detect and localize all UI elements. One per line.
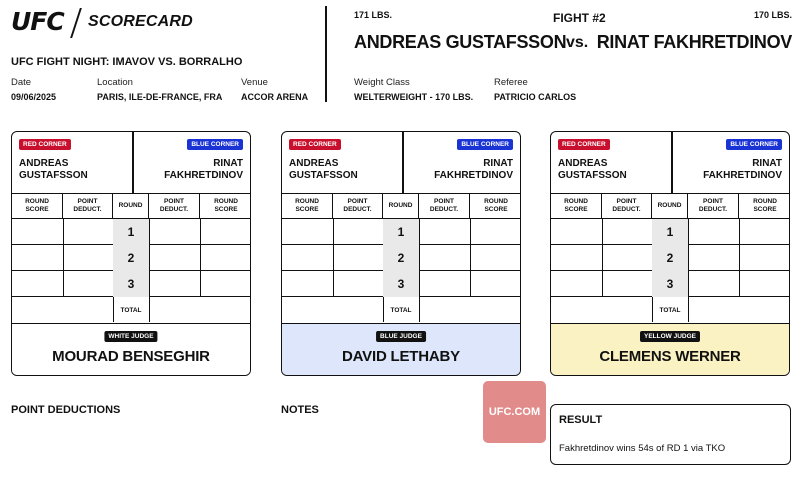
- header-line-1: ROUND: [657, 202, 682, 209]
- judge-color-badge: WHITE JUDGE: [104, 331, 157, 342]
- round-score-header: [739, 194, 790, 218]
- card-fighters: [282, 132, 520, 194]
- red-corner-badge: RED CORNER: [19, 139, 71, 150]
- venue-label: Venue: [241, 77, 268, 88]
- grid-column-line: [200, 218, 201, 296]
- header-line-2: DEDUCT.: [73, 206, 102, 213]
- red-first-name: ANDREAS: [558, 158, 608, 169]
- result-box: [550, 404, 791, 465]
- referee-label: Referee: [494, 77, 528, 88]
- result-title: RESULT: [559, 414, 603, 426]
- blue-corner-badge: BLUE CORNER: [726, 139, 782, 150]
- judge-name: MOURAD BENSEGHIR: [52, 348, 210, 365]
- grid-column-line: [419, 218, 420, 322]
- round-number: 2: [113, 245, 149, 271]
- header-line-2: DEDUCT.: [343, 206, 372, 213]
- grid-column-line: [149, 218, 150, 322]
- header-line-2: DEDUCT.: [159, 206, 189, 213]
- round-number: 1: [383, 219, 419, 245]
- blue-last-name: FAKHRETDINOV: [434, 170, 513, 181]
- red-fighter: [289, 158, 358, 182]
- scorecard-title: SCORECARD: [88, 13, 193, 30]
- header-line-1: ROUND: [388, 202, 413, 209]
- round-number: 1: [652, 219, 688, 245]
- score-grid: [282, 194, 520, 322]
- date-block: [11, 77, 56, 102]
- judge-color-badge: YELLOW JUDGE: [640, 331, 700, 342]
- location-label: Location: [97, 77, 133, 88]
- venue-block: [241, 77, 308, 102]
- point-deduct-header: [63, 194, 113, 218]
- judge-color-badge: BLUE JUDGE: [376, 331, 426, 342]
- blue-corner-badge: BLUE CORNER: [457, 139, 513, 150]
- judge-card: [550, 131, 790, 376]
- header-line-1: POINT: [347, 198, 368, 205]
- score-grid: [12, 194, 250, 322]
- header-line-1: POINT: [77, 198, 98, 205]
- round-number: 2: [383, 245, 419, 271]
- blue-last-name: FAKHRETDINOV: [703, 170, 782, 181]
- blue-corner-badge: BLUE CORNER: [187, 139, 243, 150]
- point-deduct-header: [688, 194, 739, 218]
- judge-name: DAVID LETHABY: [342, 348, 460, 365]
- header-line-2: SCORE: [753, 206, 777, 213]
- round-score-header: [282, 194, 333, 218]
- blue-fighter: [434, 158, 513, 182]
- fight-number: FIGHT #2: [553, 11, 606, 25]
- weight-class-block: [354, 77, 473, 102]
- header-divider: [325, 6, 327, 102]
- blue-first-name: RINAT: [213, 158, 243, 169]
- red-fighter-name: ANDREAS GUSTAFSSON: [354, 32, 567, 52]
- blue-fighter: [164, 158, 243, 182]
- card-divider: [402, 132, 404, 194]
- round-number: 3: [383, 271, 419, 297]
- header-line-2: SCORE: [295, 206, 319, 213]
- red-fighter: [558, 158, 627, 182]
- judge-name: CLEMENS WERNER: [599, 348, 741, 365]
- total-label: TOTAL: [390, 306, 412, 314]
- event-name: UFC FIGHT NIGHT: IMAVOV VS. BORRALHO: [11, 56, 243, 68]
- header-line-1: POINT: [164, 198, 184, 205]
- grid-column-line: [739, 218, 740, 296]
- notes-heading: NOTES: [281, 404, 319, 416]
- header-line-2: SCORE: [484, 206, 508, 213]
- judge-area: [12, 323, 250, 376]
- blue-fighter: [703, 158, 782, 182]
- round-score-header: [200, 194, 251, 218]
- header-line-1: ROUND: [214, 198, 238, 205]
- red-corner-badge: RED CORNER: [558, 139, 610, 150]
- judge-area: [551, 323, 789, 376]
- round-number: 3: [113, 271, 149, 297]
- red-first-name: ANDREAS: [289, 158, 339, 169]
- date-value: 09/06/2025: [11, 92, 57, 102]
- header-line-2: DEDUCT.: [698, 206, 728, 213]
- header-line-1: ROUND: [564, 198, 588, 205]
- grid-column-line: [470, 218, 471, 296]
- logo-divider: [70, 8, 81, 38]
- red-last-name: GUSTAFSSON: [558, 170, 627, 181]
- round-header: [652, 194, 688, 218]
- header-line-2: DEDUCT.: [612, 206, 641, 213]
- blue-first-name: RINAT: [483, 158, 513, 169]
- judge-area: [282, 323, 520, 376]
- judge-card: [281, 131, 521, 376]
- referee-value: PATRICIO CARLOS: [494, 92, 577, 102]
- header-line-2: DEDUCT.: [429, 206, 459, 213]
- card-divider: [671, 132, 673, 194]
- score-grid: [551, 194, 789, 322]
- referee-block: [494, 77, 576, 102]
- blue-fighter-name: RINAT FAKHRETDINOV: [596, 32, 792, 52]
- round-number: 3: [652, 271, 688, 297]
- grid-column-line: [333, 218, 334, 296]
- header-line-1: ROUND: [118, 202, 143, 209]
- header-line-1: ROUND: [25, 198, 49, 205]
- location-value: PARIS, ILE-DE-FRANCE, FRA: [97, 92, 223, 102]
- red-last-name: GUSTAFSSON: [19, 170, 88, 181]
- header-line-1: POINT: [616, 198, 637, 205]
- header-line-2: SCORE: [214, 206, 238, 213]
- total-label: TOTAL: [659, 306, 681, 314]
- location-block: [97, 77, 222, 102]
- round-score-header: [551, 194, 602, 218]
- round-header: [113, 194, 149, 218]
- red-fighter: [19, 158, 88, 182]
- round-score-header: [470, 194, 521, 218]
- header-line-1: ROUND: [484, 198, 508, 205]
- vs-label: vs.: [566, 34, 589, 51]
- header-line-1: POINT: [434, 198, 454, 205]
- point-deduct-header: [149, 194, 200, 218]
- header-line-1: ROUND: [753, 198, 777, 205]
- header-line-1: POINT: [703, 198, 723, 205]
- header-line-2: SCORE: [25, 206, 49, 213]
- ufc-logo: UFC: [11, 7, 64, 36]
- red-corner-badge: RED CORNER: [289, 139, 341, 150]
- point-deductions-heading: POINT DEDUCTIONS: [11, 404, 121, 416]
- point-deduct-header: [419, 194, 470, 218]
- round-header: [383, 194, 419, 218]
- weight-class-label: Weight Class: [354, 77, 410, 88]
- weight-class-value: WELTERWEIGHT - 170 LBS.: [354, 92, 474, 102]
- round-score-header: [12, 194, 63, 218]
- blue-first-name: RINAT: [752, 158, 782, 169]
- red-weight: 171 LBS.: [354, 10, 393, 20]
- result-text: Fakhretdinov wins 54s of RD 1 via TKO: [559, 443, 726, 454]
- blue-last-name: FAKHRETDINOV: [164, 170, 243, 181]
- point-deduct-header: [602, 194, 652, 218]
- venue-value: ACCOR ARENA: [241, 92, 309, 102]
- blue-weight: 170 LBS.: [753, 10, 792, 20]
- total-label: TOTAL: [120, 306, 142, 314]
- point-deduct-header: [333, 194, 383, 218]
- header-line-1: ROUND: [295, 198, 319, 205]
- round-number: 1: [113, 219, 149, 245]
- card-divider: [132, 132, 134, 194]
- card-fighters: [551, 132, 789, 194]
- ufc-com-stamp: UFC.COM: [483, 381, 546, 443]
- date-label: Date: [11, 77, 32, 88]
- red-first-name: ANDREAS: [19, 158, 69, 169]
- card-fighters: [12, 132, 250, 194]
- grid-column-line: [602, 218, 603, 296]
- judge-card: [11, 131, 251, 376]
- red-last-name: GUSTAFSSON: [289, 170, 358, 181]
- grid-column-line: [688, 218, 689, 322]
- round-number: 2: [652, 245, 688, 271]
- header-line-2: SCORE: [564, 206, 588, 213]
- grid-column-line: [63, 218, 64, 296]
